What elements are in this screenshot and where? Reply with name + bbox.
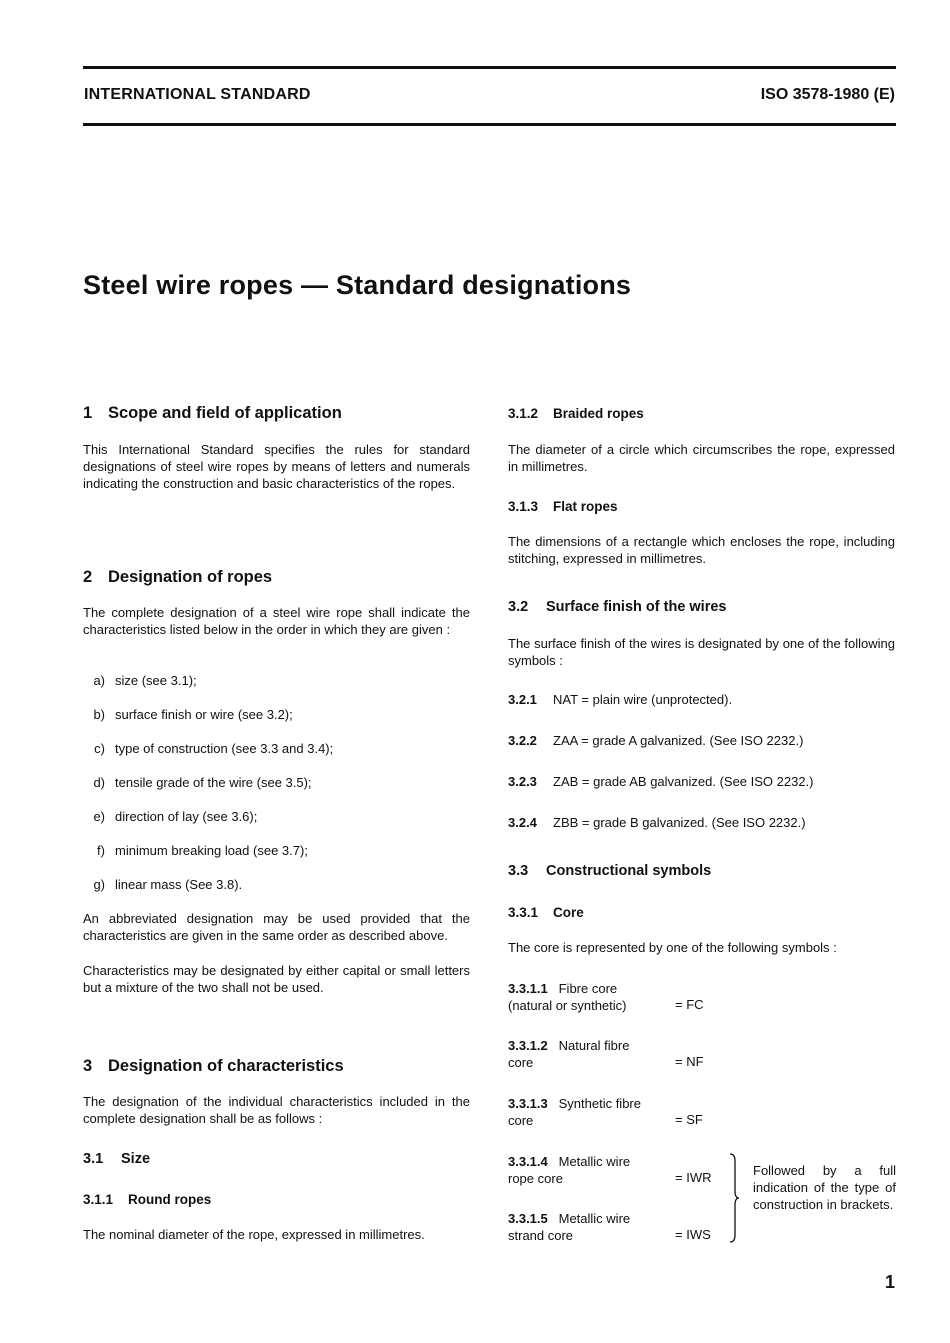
section-title: Scope and field of application [108, 404, 342, 422]
section-number: 3 [83, 1057, 93, 1075]
section-2-intro: The complete designation of a steel wire rope shall indicate the characteristics listed below in the order in which they are given : [83, 605, 470, 637]
surface-symbol-row: 3.2.2 ZAA = grade A galvanized. (See ISO 2232.) [508, 733, 804, 748]
section-3-2-heading [508, 599, 727, 615]
section-title: Surface finish of the wires [546, 599, 727, 615]
section-3-1-3-heading [508, 499, 618, 514]
section-title: Constructional symbols [546, 863, 712, 879]
core-definition: 3.3.1.3 Synthetic fibre core [508, 1096, 641, 1128]
core-definition: 3.3.1.5 Metallic wire strand core [508, 1211, 631, 1243]
standard-number: ISO 3578-1980 (E) [760, 86, 895, 103]
section-3-3-heading [508, 863, 711, 879]
section-3-1-2-paragraph: The diameter of a circle which circumscribes the rope, expressed in millimetres. [508, 442, 895, 474]
page-title: Steel wire ropes — Standard designations [83, 270, 632, 300]
section-number: 3.1.1 [83, 1192, 114, 1207]
core-definition: 3.3.1.4 Metallic wire rope core [508, 1154, 631, 1186]
section-number: 1 [83, 404, 93, 422]
section-number: 3.1.2 [508, 406, 539, 421]
section-3-1-heading [83, 1151, 150, 1167]
header-top-rule [83, 66, 896, 69]
list-item: b) surface finish or wire (see 3.2); [93, 707, 293, 722]
surface-symbol-row: 3.2.4 ZBB = grade B galvanized. (See ISO 2232.) [508, 815, 806, 830]
section-number: 2 [83, 568, 93, 586]
section-3-2-paragraph: The surface finish of the wires is designated by one of the following symbols : [508, 636, 895, 668]
section-title: Designation of characteristics [108, 1057, 344, 1075]
section-1-heading [83, 404, 342, 423]
section-title: Designation of ropes [108, 568, 273, 586]
list-item: c) type of construction (see 3.3 and 3.4); [94, 741, 334, 756]
section-title: Round ropes [128, 1192, 212, 1207]
core-symbol: = SF [675, 1112, 703, 1127]
section-3-1-2-heading [508, 406, 644, 421]
core-definition: 3.3.1.1 Fibre core (natural or synthetic) [508, 981, 627, 1013]
list-item: g) linear mass (See 3.8). [93, 877, 243, 892]
document-type-label: INTERNATIONAL STANDARD [84, 86, 311, 103]
surface-symbol-row: 3.2.1 NAT = plain wire (unprotected). [508, 692, 733, 707]
core-symbol: = FC [675, 997, 704, 1012]
core-symbol: = IWR [675, 1170, 712, 1185]
section-number: 3.2 [508, 599, 529, 615]
section-3-heading [83, 1057, 344, 1076]
section-title: Braided ropes [553, 406, 644, 421]
core-definition: 3.3.1.2 Natural fibre core [508, 1038, 630, 1070]
section-3-3-1-paragraph: The core is represented by one of the following symbols : [508, 940, 837, 955]
section-3-1-3-paragraph: The dimensions of a rectangle which encloses the rope, including stitching, expressed in millimetres. [508, 534, 895, 566]
section-number: 3.1.3 [508, 499, 539, 514]
section-3-3-1-heading [508, 905, 584, 920]
list-item: e) direction of lay (see 3.6); [93, 809, 258, 824]
section-number: 3.1 [83, 1151, 104, 1167]
list-item: f) minimum breaking load (see 3.7); [97, 843, 308, 858]
section-3-paragraph: The designation of the individual characteristics included in the complete designation shall be as follows : [83, 1094, 470, 1126]
section-3-1-1-heading [83, 1192, 211, 1207]
curly-brace-icon [728, 1153, 740, 1243]
section-title: Flat ropes [553, 499, 618, 514]
core-symbol: = NF [675, 1054, 704, 1069]
section-3-1-1-paragraph: The nominal diameter of the rope, expressed in millimetres. [83, 1227, 425, 1242]
section-number: 3.3 [508, 863, 529, 879]
list-item: a) size (see 3.1); [93, 673, 197, 688]
list-item: d) tensile grade of the wire (see 3.5); [93, 775, 312, 790]
section-title: Size [121, 1151, 151, 1167]
page-number: 1 [884, 1272, 895, 1292]
section-2-paragraph-abbreviated: An abbreviated designation may be used provided that the characteristics are given in the same order as described above. [83, 911, 470, 943]
header-bottom-rule [83, 123, 896, 126]
section-1-paragraph: This International Standard specifies the rules for standard designations of steel wire ropes by means of letters and numerals indicating the construction and basic characteristics of the ropes. [83, 442, 470, 491]
brace-note: Followed by a full indication of the type of construction in brackets. [753, 1163, 896, 1212]
section-title: Core [553, 905, 584, 920]
section-2-heading [83, 568, 272, 587]
surface-symbol-row: 3.2.3 ZAB = grade AB galvanized. (See ISO 2232.) [508, 774, 814, 789]
section-number: 3.3.1 [508, 905, 539, 920]
section-2-paragraph-case: Characteristics may be designated by either capital or small letters but a mixture of the two shall not be used. [83, 963, 470, 995]
core-symbol: = IWS [675, 1227, 711, 1242]
